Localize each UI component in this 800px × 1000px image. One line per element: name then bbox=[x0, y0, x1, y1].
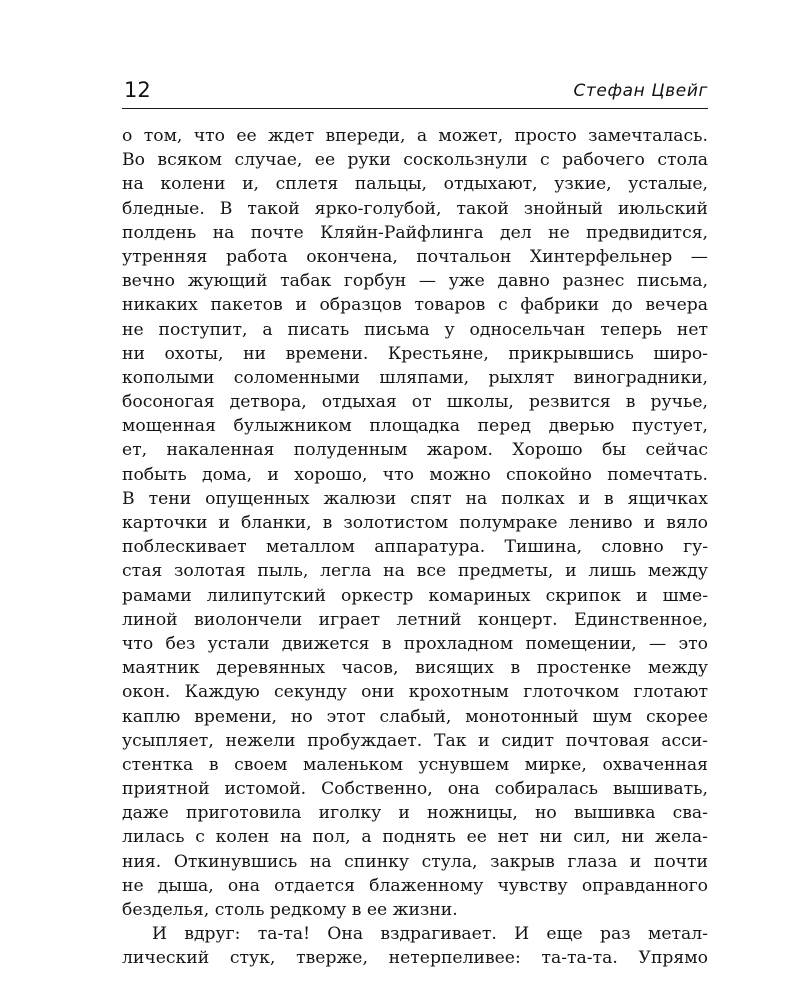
text-line: бледные. В такой ярко-голубой, такой знойный июльский bbox=[122, 198, 708, 219]
text-line: усыпляет, нежели пробуждает. Так и сидит почтовая асси- bbox=[122, 730, 708, 751]
text-line: мощенная булыжником площадка перед дверью пустует, bbox=[122, 416, 708, 437]
text-line: босоногая детвора, отдыхая от школы, резвится в ручье, bbox=[122, 392, 708, 413]
text-line: стая золотая пыль, легла на все предметы, и лишь между bbox=[122, 561, 708, 582]
text-line: никаких пакетов и образцов товаров с фабрики до вечера bbox=[122, 295, 708, 316]
text-line: лический стук, тверже, нетерпеливее: та-та-та. Упрямо bbox=[122, 948, 708, 969]
text-line: каплю времени, но этот слабый, монотонный шум скорее bbox=[122, 706, 708, 727]
body-text bbox=[122, 124, 708, 971]
text-line: даже приготовила иголку и ножницы, но вышивка сва- bbox=[122, 803, 708, 824]
text-line: ния. Откинувшись на спинку стула, закрыв глаза и почти bbox=[122, 851, 708, 872]
text-line: приятной истомой. Собственно, она собиралась вышивать, bbox=[122, 779, 708, 800]
text-line: Во всяком случае, ее руки соскользнули с рабочего стола bbox=[122, 150, 708, 171]
text-line: лилась с колен на пол, а поднять ее нет ни сил, ни жела- bbox=[122, 827, 708, 848]
text-line: ни охоты, ни времени. Крестьяне, прикрывшись широ- bbox=[122, 343, 708, 364]
text-line: линой виолончели играет летний концерт. Единственное, bbox=[122, 609, 708, 630]
text-line: не дыша, она отдается блаженному чувству оправданного bbox=[122, 875, 708, 896]
running-head-author: Стефан Цвейг bbox=[573, 81, 708, 101]
text-line: не поступит, а писать письма у односельчан теперь нет bbox=[122, 319, 708, 340]
text-line: полдень на почте Кляйн-Райфлинга дел не предвидится, bbox=[122, 222, 708, 243]
text-line: поблескивает металлом аппаратура. Тишина, словно гу- bbox=[122, 537, 708, 558]
text-line: о том, что ее ждет впереди, а может, просто замечталась. bbox=[122, 126, 708, 146]
text-line: на колени и, сплетя пальцы, отдыхают, узкие, усталые, bbox=[122, 174, 708, 195]
text-line: В тени опущенных жалюзи спят на полках и в ящичках bbox=[122, 488, 708, 509]
text-line: окон. Каждую секунду они крохотным глоточком глотают bbox=[122, 682, 708, 703]
text-line: кополыми соломенными шляпами, рыхлят виноградники, bbox=[122, 367, 708, 388]
text-line: что без устали движется в прохладном помещении, — это bbox=[122, 633, 708, 654]
text-line: безделья, столь редкому в ее жизни. bbox=[122, 900, 458, 920]
text-line: утренняя работа окончена, почтальон Хинтерфельнер — bbox=[122, 246, 708, 267]
paragraph-1 bbox=[122, 124, 708, 922]
paragraph-2 bbox=[122, 922, 708, 970]
text-line: рамами лилипутский оркестр комариных скрипок и шме- bbox=[122, 585, 708, 606]
text-line: маятник деревянных часов, висящих в простенке между bbox=[122, 658, 708, 679]
page-number: 12 bbox=[124, 78, 151, 102]
text-line: стентка в своем маленьком уснувшем мирке, охваченная bbox=[122, 754, 708, 775]
text-line: вечно жующий табак горбун — уже давно разнес письма, bbox=[122, 271, 708, 292]
text-line: карточки и бланки, в золотистом полумраке лениво и вяло bbox=[122, 513, 708, 533]
text-line: ет, накаленная полуденным жаром. Хорошо бы сейчас bbox=[122, 440, 708, 461]
text-line: побыть дома, и хорошо, что можно спокойно помечтать. bbox=[122, 464, 708, 485]
page-header bbox=[122, 78, 708, 109]
text-line: И вдруг: та-та! Она вздрагивает. И еще раз метал- bbox=[152, 924, 708, 945]
